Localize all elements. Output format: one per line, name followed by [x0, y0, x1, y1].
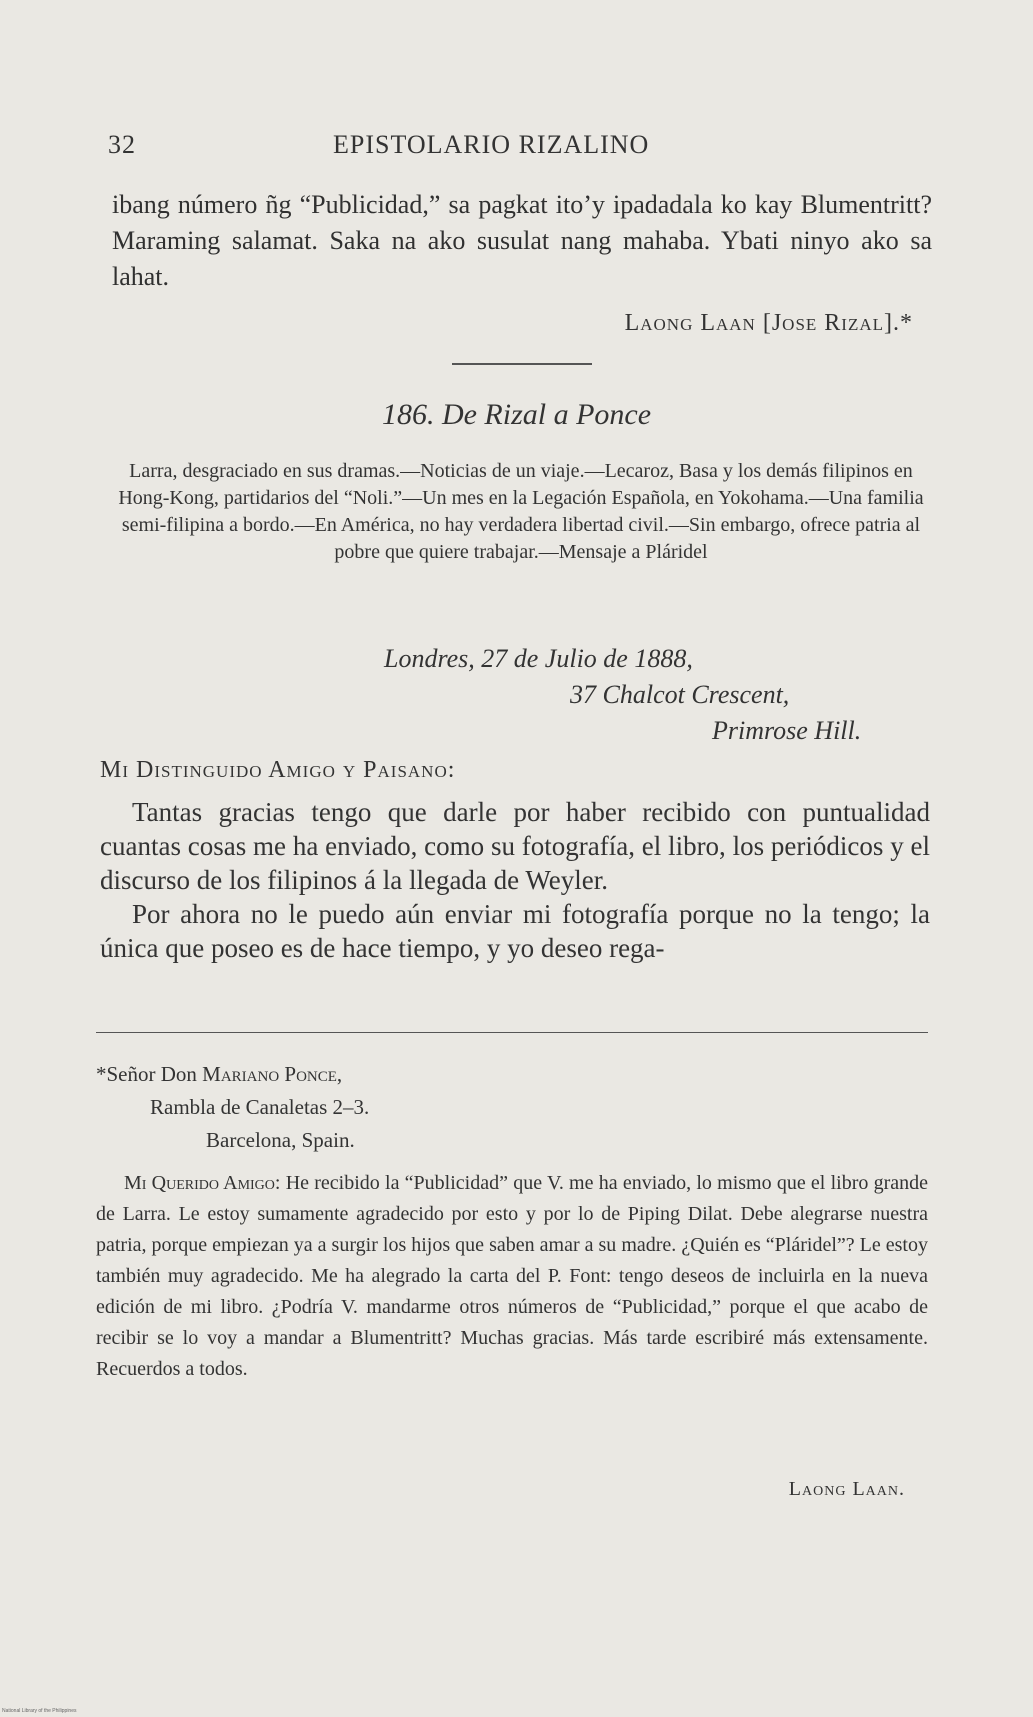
- salutation: Mi Distinguido Amigo y Paisano:: [100, 757, 456, 783]
- footnote-signature: Laong Laan.: [788, 1478, 905, 1500]
- footnote-body: He recibido la “Publicidad” que V. me ha enviado, lo mismo que el libro grande de Larra. Le estoy sumamente agradecido por esto y por lo de Piping Dilat. Debe alegrarse nuestra patria, porque empiezan ya a surgir los hijos que saben amar a su madre. ¿Quién es “Pláridel”? Le estoy también muy agradecido. Me ha alegrado la carta del P. Font: tengo deseos de incluirla en la nueva edición de mi libro. ¿Podría V. mandarme otros números de “Publicidad,” porque el que acabo de recibir se lo voy a mandar a Blumentritt? Muchas gracias. Más tarde escribiré más extensamente. Recuerdos a todos.: [96, 1172, 929, 1380]
- letter-heading: 186. De Rizal a Ponce: [381, 398, 652, 431]
- address-street: 37 Chalcot Crescent,: [570, 680, 790, 709]
- book-title: EPISTOLARIO RIZALINO: [333, 130, 650, 159]
- scan-credit: National Library of the Philippines: [2, 1708, 77, 1714]
- paragraph: Por ahora no le puedo aún enviar mi fotografía porque no la tengo; la única que poseo es de hace tiempo, y yo deseo rega-: [100, 899, 930, 963]
- footnote-address-line: Rambla de Canaletas 2–3.: [150, 1095, 370, 1119]
- footnote-letter: [96, 1168, 928, 1385]
- previous-letter-ending: ibang número ñg “Publicidad,” sa pagkat ito’y ipadadala ko kay Blumentritt? Maraming salamat. Saka na ako susulat nang mahaba. Ybati ninyo ako sa lahat.: [112, 190, 932, 291]
- dateline: Londres, 27 de Julio de 1888,: [384, 644, 693, 673]
- footnote-address-prefix: *Señor Don: [96, 1062, 203, 1086]
- footnote-salutation: Mi Querido Amigo:: [124, 1172, 281, 1194]
- letter-body: [100, 795, 930, 965]
- footnote-address-line: Barcelona, Spain.: [206, 1128, 355, 1152]
- address-district: Primrose Hill.: [712, 716, 862, 745]
- footnote-rule: [96, 1032, 928, 1033]
- paragraph: Tantas gracias tengo que darle por haber recibido con puntualidad cuantas cosas me ha enviado, como su fotografía, el libro, los periódicos y el discurso de los filipinos á la llegada de Weyler.: [100, 797, 930, 895]
- footnote-address-line: [96, 1062, 342, 1087]
- previous-letter-signature: Laong Laan [Jose Rizal].*: [624, 310, 913, 336]
- letter-summary: Larra, desgraciado en sus dramas.—Noticias de un viaje.—Lecaroz, Basa y los demás filipinos en Hong-Kong, partidarios del “Noli.”—Un mes en la Legación Española, en Yokohama.—Una familia semi-filipina a bordo.—En América, no hay verdadera libertad civil.—Sin embargo, ofrece patria al pobre que quiere trabajar.—Mensaje a Pláridel: [118, 460, 924, 563]
- footnote-recipient: Mariano Ponce,: [202, 1062, 343, 1086]
- page-number: 32: [108, 130, 136, 159]
- section-divider: [452, 363, 592, 365]
